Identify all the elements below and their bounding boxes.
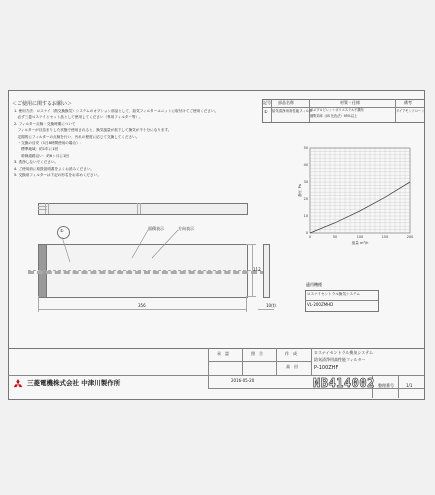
note-line: 5. 交換用フィルターは下記の形名をお求めください。 <box>14 173 101 177</box>
chart-x-tick: 100 <box>356 235 364 239</box>
note-line: 標準地域：約1年に1回 <box>14 147 59 152</box>
spec-row-material: ポリプロピレン＋ポリエステル不織布 <box>310 108 364 112</box>
chart-y-tick: 50 <box>303 146 308 151</box>
spec-header-remark: 備考 <box>404 100 412 105</box>
label-area: 面積表示 <box>148 226 164 231</box>
note-line: 3. 洗浄しないでください。 <box>14 160 59 165</box>
dim-width: 112 <box>253 267 261 272</box>
draw-label: 作 成 <box>285 351 297 356</box>
applicable-title: 適用機種 <box>306 282 322 287</box>
approve-label: 承 認 <box>217 351 229 356</box>
chart-y-label: 静圧 Pa <box>298 184 302 197</box>
doc-no-label: 整理番号 <box>378 383 394 388</box>
note-line: 4. ご使用前に取扱説明書をよくお読みください。 <box>14 166 95 171</box>
chart-x-tick: 150 <box>381 235 389 239</box>
model-number: P-100ZHF <box>314 365 339 371</box>
check-label: 照 合 <box>251 351 263 356</box>
mitsubishi-logo-icon <box>12 379 24 390</box>
label-direction: 方向表示 <box>178 226 194 231</box>
spec-row-material-2: 捕集効率（JIS 比色法）95%以上 <box>310 114 358 118</box>
spec-header-mark: 記号 <box>263 100 271 105</box>
chart-y-tick: 30 <box>303 180 308 185</box>
company-name: 三菱電機株式会社 中津川製作所 <box>27 379 121 387</box>
note-line: 1. 使用方法：ロスナイ（熱交換換気）システムのオプション部品として、給気フィルターユニットに取付けてご使用ください。 <box>14 109 219 113</box>
chart-y-tick: 0 <box>305 231 308 236</box>
applicable-model-label: ロスナイセントラル換気システム <box>307 292 361 296</box>
dim-length: 356 <box>138 303 146 308</box>
note-line: ・交換の目安（1日8時間使用の場合）： <box>14 141 84 145</box>
product-line-2: 給気清浄用高性能フィルター <box>314 357 366 362</box>
drawer-name: 高 田 <box>286 364 298 369</box>
chart-y-tick: 20 <box>303 197 308 202</box>
notes-title: ＜ご使用に関するお願い＞ <box>12 101 73 107</box>
spec-row-mark: ① <box>264 109 268 114</box>
note-line: フィルターが目詰まりした状態で使用されると、換気風量が低下して換気が不十分になります。 <box>14 128 172 133</box>
chart-x-tick: 50 <box>332 235 338 239</box>
document-number: NB414002 <box>313 376 375 390</box>
issue-date: 2016-05-20 <box>231 378 255 383</box>
spec-row-remark: ダイアモンドローン <box>396 109 425 113</box>
note-line: 幹線道路沿い：約6ヶ月に1回 <box>14 153 69 158</box>
chart-x-tick: 200 <box>406 235 414 239</box>
chart-x-label: 風量 m³/h <box>351 241 369 245</box>
note-line: 定期的にフィルターの点検を行い、汚れの程度に応じて交換してください。 <box>14 134 140 139</box>
note-line: 2. フィルター点検・交換時期について <box>14 121 76 126</box>
spec-header-material: 材質・仕様 <box>340 100 360 105</box>
product-line-1: ロスナイセントラル換気システム <box>314 350 373 355</box>
spec-header-name: 部品名称 <box>278 100 294 105</box>
chart-y-tick: 40 <box>303 163 308 168</box>
page-number: 1/1 <box>406 383 413 388</box>
spec-row-name: 給気清浄用高性能フィルター <box>272 109 316 113</box>
dim-thickness: 10(t) <box>266 303 276 308</box>
applicable-model: VL-200ZMHD <box>307 302 334 307</box>
chart-x-tick: 0 <box>308 235 312 239</box>
chart-y-tick: 10 <box>303 214 308 219</box>
callout-label: ① <box>60 228 64 233</box>
note-line: 必ず三菱ロスナイとセット品として使用してください（専用フィルター等）。 <box>14 115 143 120</box>
